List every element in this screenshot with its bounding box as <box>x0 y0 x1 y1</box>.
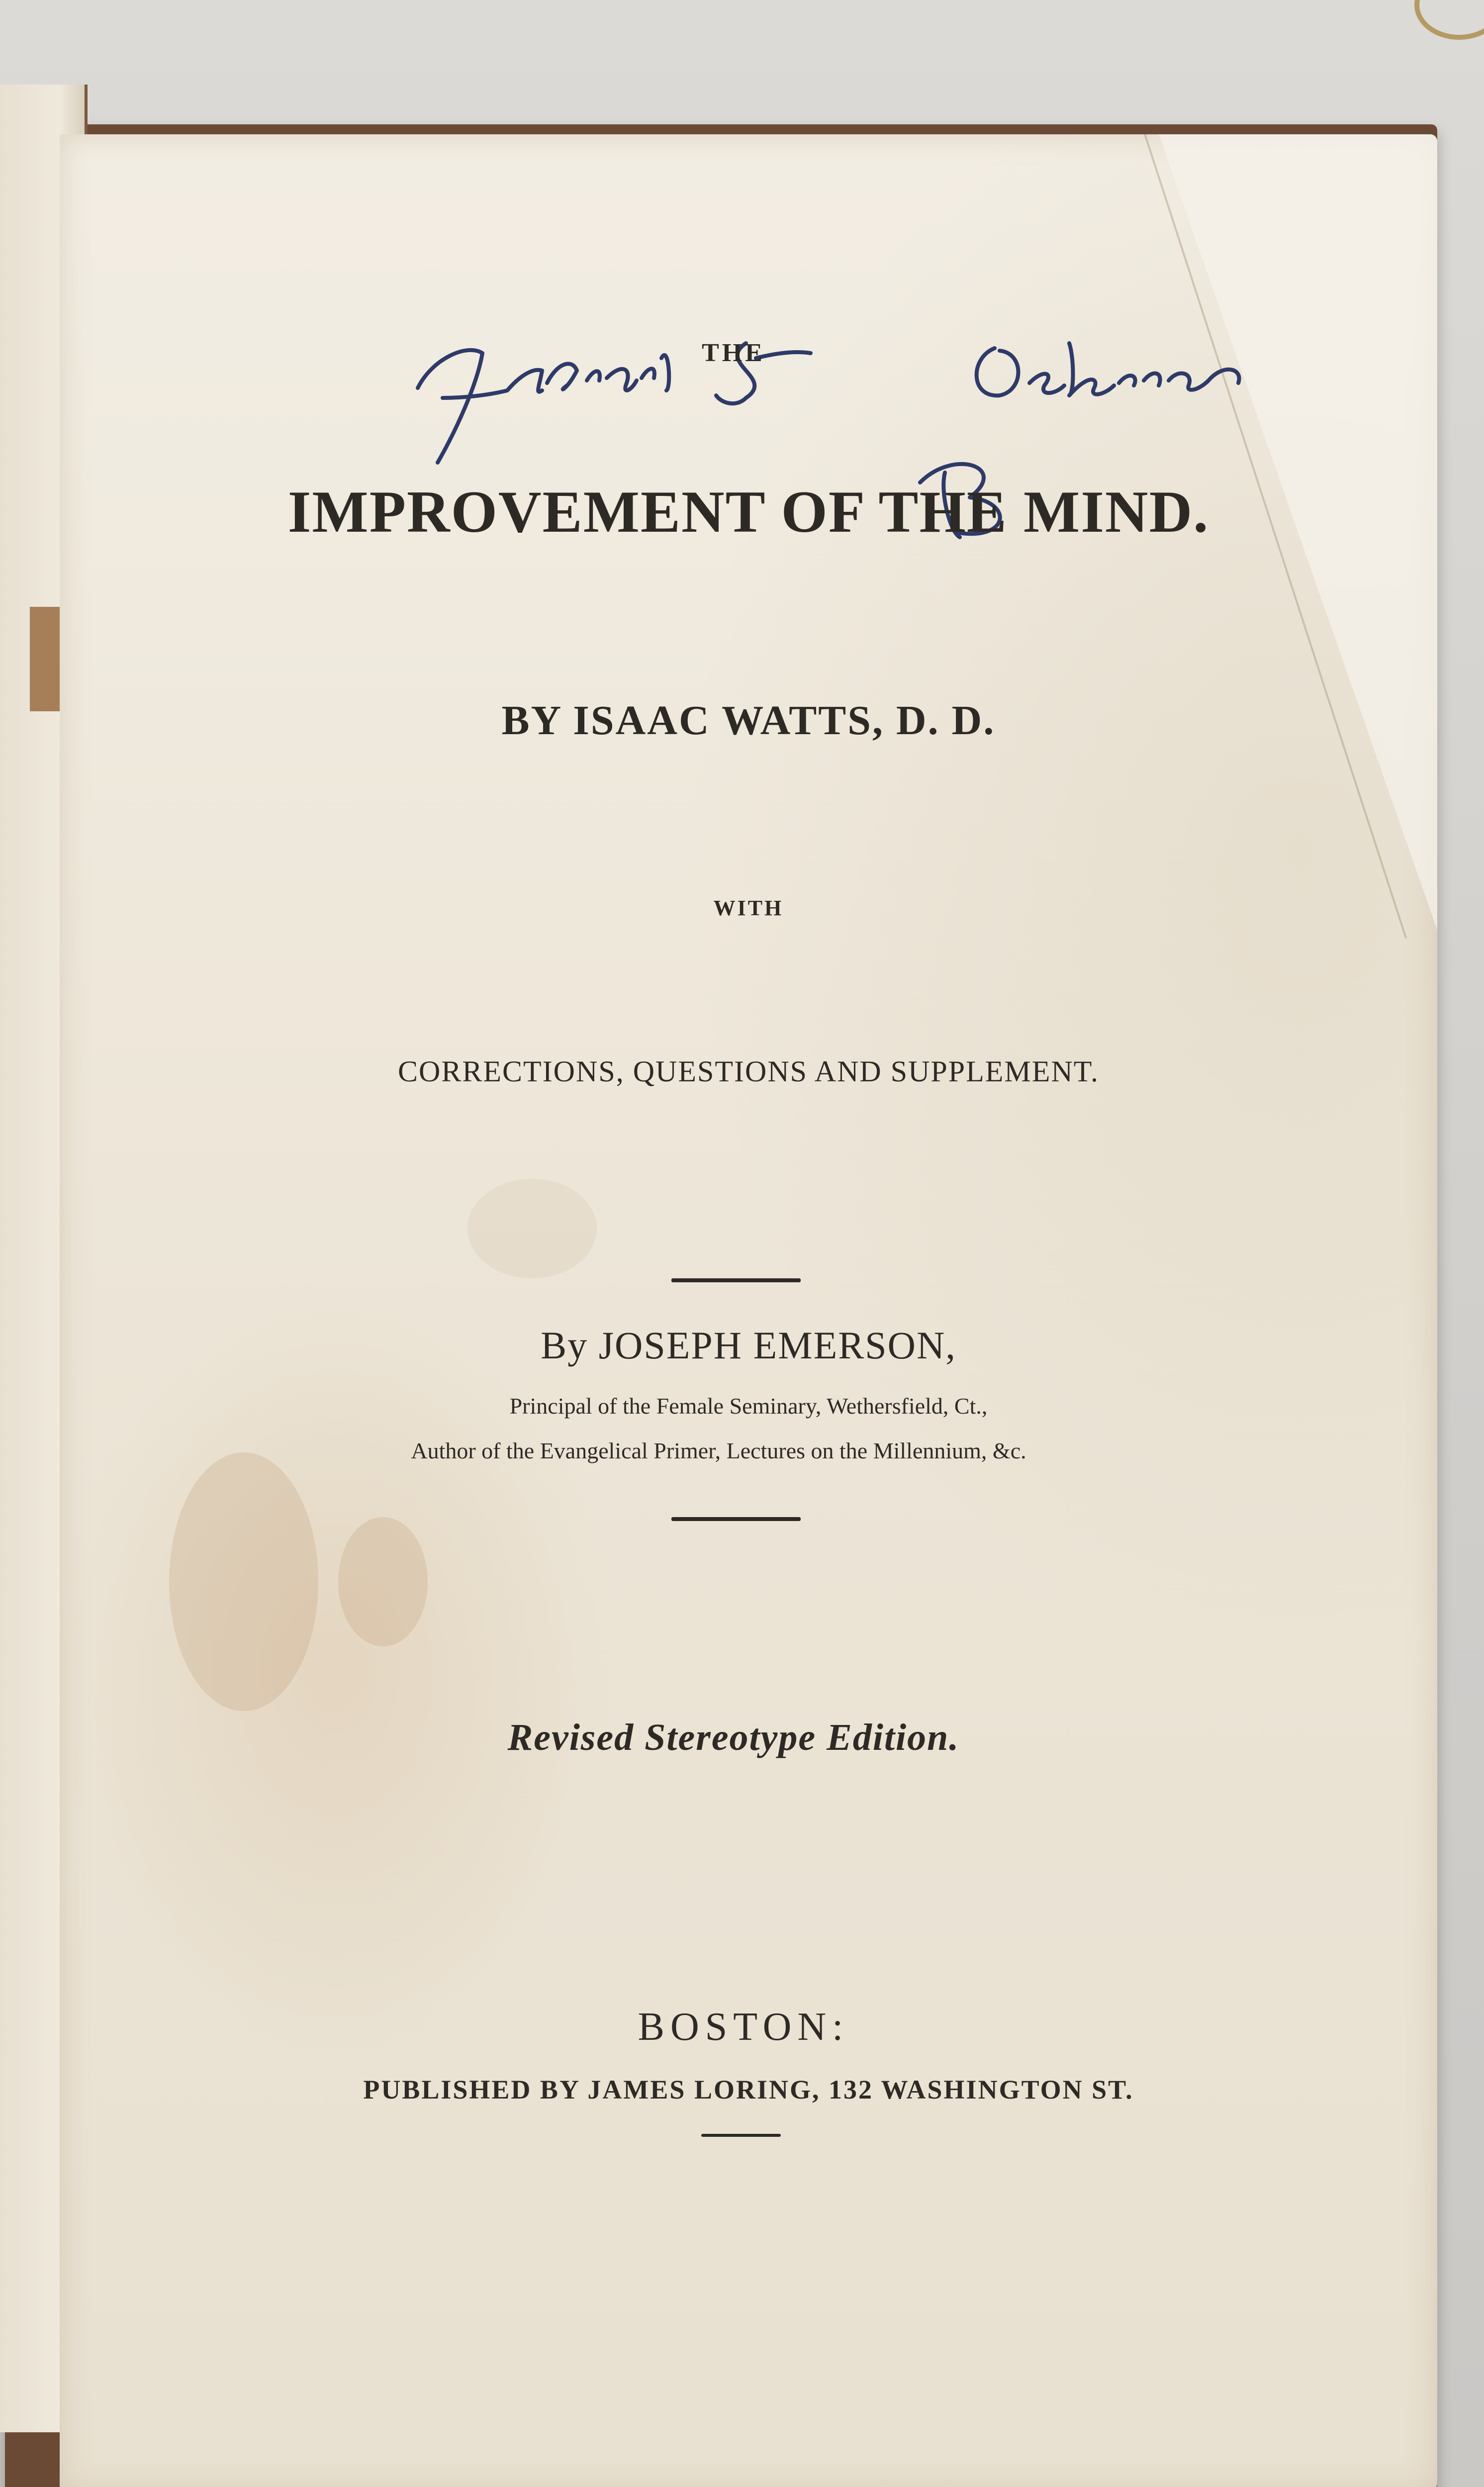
separator-rule-bottom <box>671 1517 801 1521</box>
separator-rule-publisher <box>701 2134 781 2137</box>
edition-line: Revised Stereotype Edition. <box>507 1717 960 1758</box>
publisher-line: PUBLISHED BY JAMES LORING, 132 WASHINGTON ST. <box>363 2075 1134 2104</box>
city-line: BOSTON: <box>638 2005 849 2049</box>
editor-line: By JOSEPH EMERSON, <box>541 1324 956 1367</box>
author-line: BY ISAAC WATTS, D. D. <box>501 697 996 744</box>
foxing-stain <box>169 1452 318 1711</box>
separator-rule-top <box>671 1278 801 1282</box>
foxing-stain <box>467 1179 597 1278</box>
foxing-stain <box>338 1517 428 1646</box>
book-title: IMPROVEMENT OF THE MIND. <box>287 478 1209 545</box>
editor-credits: Author of the Evangelical Primer, Lectures on the Millennium, &c. <box>411 1438 1026 1463</box>
additions-line: CORRECTIONS, QUESTIONS AND SUPPLEMENT. <box>397 1055 1099 1088</box>
editor-position: Principal of the Female Seminary, Wethersfield, Ct., <box>509 1393 988 1419</box>
title-prefix: THE <box>702 339 765 367</box>
with-line: WITH <box>713 896 784 920</box>
title-page <box>60 134 1437 2487</box>
